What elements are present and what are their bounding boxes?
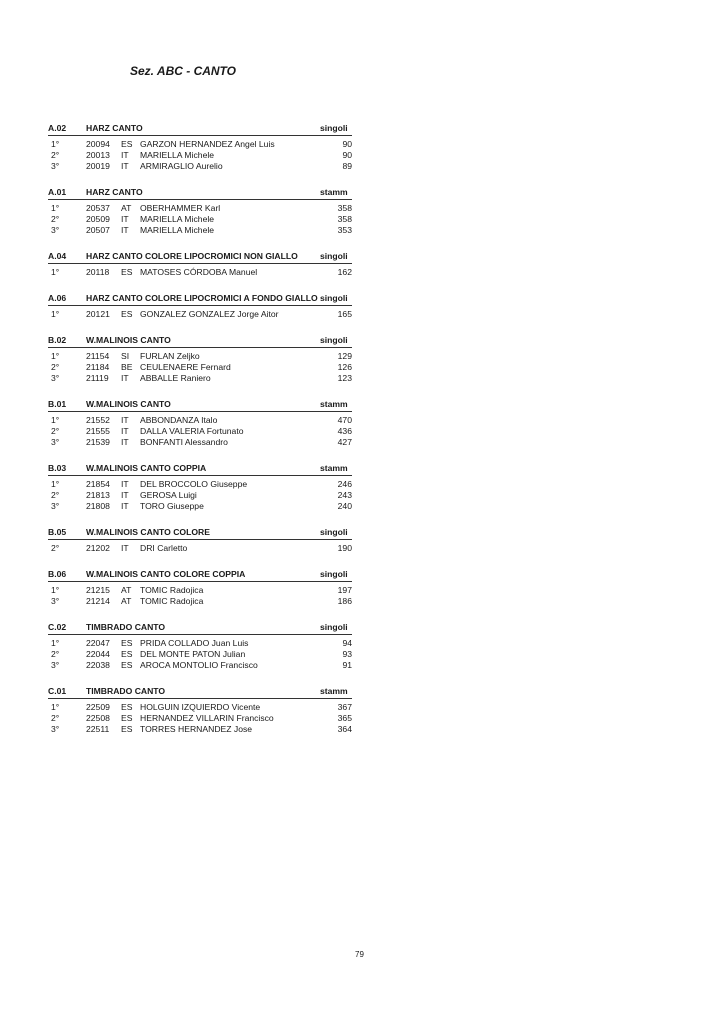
section-code: A.01 xyxy=(48,187,67,197)
entry-number: 20118 xyxy=(86,267,110,277)
section-header xyxy=(48,292,352,306)
exhibitor-name: MATOSES CÓRDOBA Manuel xyxy=(140,267,258,277)
section-category: singoli xyxy=(320,569,348,579)
rank: 1° xyxy=(51,203,60,213)
rank: 1° xyxy=(51,309,60,319)
result-row xyxy=(48,203,352,214)
country-code: AT xyxy=(121,596,132,606)
exhibitor-name: GEROSA Luigi xyxy=(140,490,197,500)
page-number: 79 xyxy=(355,950,364,959)
score: 89 xyxy=(342,161,352,171)
exhibitor-name: PRIDA COLLADO Juan Luis xyxy=(140,638,249,648)
section-category: stamm xyxy=(320,686,348,696)
section-category: singoli xyxy=(320,251,348,261)
score: 123 xyxy=(337,373,352,383)
result-section xyxy=(48,122,352,172)
section-code: C.01 xyxy=(48,686,67,696)
entry-number: 22047 xyxy=(86,638,110,648)
country-code: IT xyxy=(121,437,129,447)
score: 358 xyxy=(337,203,352,213)
result-row xyxy=(48,150,352,161)
country-code: BE xyxy=(121,362,133,372)
section-name: TIMBRADO CANTO xyxy=(86,622,166,632)
country-code: IT xyxy=(121,161,129,171)
section-code: A.06 xyxy=(48,293,67,303)
rank: 1° xyxy=(51,351,60,361)
rank: 3° xyxy=(51,660,60,670)
score: 246 xyxy=(337,479,352,489)
page-title: Sez. ABC - CANTO xyxy=(130,64,237,78)
rank: 1° xyxy=(51,702,60,712)
entry-number: 22038 xyxy=(86,660,110,670)
score: 91 xyxy=(342,660,352,670)
result-row xyxy=(48,490,352,501)
section-header xyxy=(48,186,352,200)
country-code: ES xyxy=(121,660,133,670)
score: 94 xyxy=(342,638,352,648)
entry-number: 21539 xyxy=(86,437,110,447)
country-code: IT xyxy=(121,373,129,383)
result-row xyxy=(48,351,352,362)
section-name: TIMBRADO CANTO xyxy=(86,686,166,696)
result-section xyxy=(48,685,352,735)
exhibitor-name: ABBALLE Raniero xyxy=(140,373,211,383)
section-header xyxy=(48,462,352,476)
exhibitor-name: HERNANDEZ VILLARIN Francisco xyxy=(140,713,274,723)
rank: 2° xyxy=(51,713,60,723)
country-code: ES xyxy=(121,638,133,648)
rank: 1° xyxy=(51,479,60,489)
section-category: stamm xyxy=(320,187,348,197)
rank: 1° xyxy=(51,139,60,149)
rank: 3° xyxy=(51,225,60,235)
score: 358 xyxy=(337,214,352,224)
exhibitor-name: TORO Giuseppe xyxy=(140,501,204,511)
result-row xyxy=(48,267,352,278)
entry-number: 22509 xyxy=(86,702,110,712)
section-header xyxy=(48,621,352,635)
entry-number: 20121 xyxy=(86,309,110,319)
result-row xyxy=(48,660,352,671)
entry-number: 21119 xyxy=(86,373,109,383)
score: 427 xyxy=(337,437,352,447)
country-code: IT xyxy=(121,150,129,160)
score: 436 xyxy=(337,426,352,436)
section-header xyxy=(48,250,352,264)
rank: 2° xyxy=(51,214,60,224)
entry-number: 20013 xyxy=(86,150,110,160)
rank: 3° xyxy=(51,501,60,511)
result-row xyxy=(48,362,352,373)
score: 365 xyxy=(337,713,352,723)
country-code: ES xyxy=(121,267,133,277)
country-code: IT xyxy=(121,426,129,436)
entry-number: 21813 xyxy=(86,490,110,500)
country-code: AT xyxy=(121,203,132,213)
section-name: HARZ CANTO xyxy=(86,123,143,133)
result-row xyxy=(48,426,352,437)
result-row xyxy=(48,479,352,490)
result-row xyxy=(48,373,352,384)
score: 367 xyxy=(337,702,352,712)
exhibitor-name: ABBONDANZA Italo xyxy=(140,415,218,425)
exhibitor-name: HOLGUIN IZQUIERDO Vicente xyxy=(140,702,261,712)
result-row xyxy=(48,139,352,150)
entry-number: 20507 xyxy=(86,225,110,235)
section-name: HARZ CANTO COLORE LIPOCROMICI A FONDO GIALLO xyxy=(86,293,318,303)
exhibitor-name: FURLAN Zeljko xyxy=(140,351,200,361)
section-code: B.05 xyxy=(48,527,67,537)
entry-number: 21214 xyxy=(86,596,110,606)
section-name: W.MALINOIS CANTO COPPIA xyxy=(86,463,207,473)
result-section xyxy=(48,292,352,320)
exhibitor-name: OBERHAMMER Karl xyxy=(140,203,221,213)
section-name: HARZ CANTO COLORE LIPOCROMICI NON GIALLO xyxy=(86,251,298,261)
exhibitor-name: CEULENAERE Fernard xyxy=(140,362,231,372)
rank: 1° xyxy=(51,638,60,648)
result-section xyxy=(48,334,352,384)
entry-number: 21202 xyxy=(86,543,110,553)
entry-number: 21854 xyxy=(86,479,110,489)
rank: 2° xyxy=(51,150,60,160)
result-section xyxy=(48,621,352,671)
section-name: W.MALINOIS CANTO xyxy=(86,399,171,409)
country-code: ES xyxy=(121,649,133,659)
rank: 1° xyxy=(51,585,60,595)
rank: 3° xyxy=(51,437,60,447)
exhibitor-name: DRI Carletto xyxy=(140,543,188,553)
result-section xyxy=(48,568,352,607)
result-row xyxy=(48,225,352,236)
result-section xyxy=(48,186,352,236)
entry-number: 20019 xyxy=(86,161,110,171)
country-code: ES xyxy=(121,713,133,723)
result-row xyxy=(48,501,352,512)
section-code: A.04 xyxy=(48,251,67,261)
score: 243 xyxy=(337,490,352,500)
rank: 2° xyxy=(51,649,60,659)
result-row xyxy=(48,437,352,448)
result-section xyxy=(48,250,352,278)
section-category: singoli xyxy=(320,335,348,345)
entry-number: 20509 xyxy=(86,214,110,224)
section-category: singoli xyxy=(320,527,348,537)
section-header xyxy=(48,122,352,136)
rank: 2° xyxy=(51,426,60,436)
exhibitor-name: AROCA MONTOLIO Francisco xyxy=(140,660,258,670)
entry-number: 22508 xyxy=(86,713,110,723)
exhibitor-name: TORRES HERNANDEZ Jose xyxy=(140,724,253,734)
results-list xyxy=(48,122,352,749)
entry-number: 21215 xyxy=(86,585,110,595)
entry-number: 22511 xyxy=(86,724,110,734)
score: 470 xyxy=(337,415,352,425)
section-name: W.MALINOIS CANTO xyxy=(86,335,171,345)
exhibitor-name: DALLA VALERIA Fortunato xyxy=(140,426,244,436)
section-header xyxy=(48,526,352,540)
rank: 3° xyxy=(51,161,60,171)
result-row xyxy=(48,415,352,426)
country-code: IT xyxy=(121,415,129,425)
result-section xyxy=(48,462,352,512)
exhibitor-name: GARZON HERNANDEZ Angel Luis xyxy=(140,139,275,149)
result-row xyxy=(48,161,352,172)
country-code: IT xyxy=(121,490,129,500)
rank: 3° xyxy=(51,373,60,383)
entry-number: 21552 xyxy=(86,415,110,425)
score: 197 xyxy=(337,585,352,595)
rank: 1° xyxy=(51,267,60,277)
section-header xyxy=(48,685,352,699)
section-category: singoli xyxy=(320,622,348,632)
country-code: SI xyxy=(121,351,130,361)
section-code: C.02 xyxy=(48,622,67,632)
score: 364 xyxy=(337,724,352,734)
rank: 2° xyxy=(51,362,60,372)
country-code: AT xyxy=(121,585,132,595)
exhibitor-name: DEL MONTE PATON Julian xyxy=(140,649,246,659)
exhibitor-name: BONFANTI Alessandro xyxy=(140,437,228,447)
section-name: W.MALINOIS CANTO COLORE COPPIA xyxy=(86,569,246,579)
section-category: stamm xyxy=(320,399,348,409)
section-category: singoli xyxy=(320,293,348,303)
section-header xyxy=(48,334,352,348)
section-code: A.02 xyxy=(48,123,67,133)
result-section xyxy=(48,526,352,554)
result-row xyxy=(48,638,352,649)
country-code: IT xyxy=(121,501,129,511)
score: 90 xyxy=(342,139,352,149)
country-code: IT xyxy=(121,225,129,235)
result-row xyxy=(48,596,352,607)
score: 126 xyxy=(337,362,352,372)
entry-number: 21555 xyxy=(86,426,110,436)
entry-number: 22044 xyxy=(86,649,110,659)
exhibitor-name: GONZALEZ GONZALEZ Jorge Aitor xyxy=(140,309,279,319)
exhibitor-name: ARMIRAGLIO Aurelio xyxy=(140,161,223,171)
country-code: ES xyxy=(121,702,133,712)
result-row xyxy=(48,724,352,735)
score: 186 xyxy=(337,596,352,606)
exhibitor-name: TOMIC Radojica xyxy=(140,585,204,595)
rank: 3° xyxy=(51,596,60,606)
result-row xyxy=(48,649,352,660)
result-row xyxy=(48,214,352,225)
entry-number: 21808 xyxy=(86,501,110,511)
section-code: B.03 xyxy=(48,463,67,473)
country-code: IT xyxy=(121,543,129,553)
result-row xyxy=(48,585,352,596)
result-row xyxy=(48,702,352,713)
country-code: ES xyxy=(121,724,133,734)
score: 129 xyxy=(337,351,352,361)
result-row xyxy=(48,543,352,554)
country-code: ES xyxy=(121,139,133,149)
exhibitor-name: MARIELLA Michele xyxy=(140,225,215,235)
section-category: stamm xyxy=(320,463,348,473)
section-header xyxy=(48,398,352,412)
result-row xyxy=(48,713,352,724)
section-code: B.02 xyxy=(48,335,67,345)
score: 240 xyxy=(337,501,352,511)
section-code: B.06 xyxy=(48,569,67,579)
entry-number: 21154 xyxy=(86,351,110,361)
section-code: B.01 xyxy=(48,399,67,409)
country-code: IT xyxy=(121,479,129,489)
rank: 2° xyxy=(51,490,60,500)
entry-number: 20537 xyxy=(86,203,110,213)
exhibitor-name: MARIELLA Michele xyxy=(140,214,215,224)
rank: 2° xyxy=(51,543,60,553)
exhibitor-name: TOMIC Radojica xyxy=(140,596,204,606)
exhibitor-name: DEL BROCCOLO Giuseppe xyxy=(140,479,248,489)
country-code: ES xyxy=(121,309,133,319)
score: 190 xyxy=(337,543,352,553)
score: 90 xyxy=(342,150,352,160)
score: 93 xyxy=(342,649,352,659)
entry-number: 20094 xyxy=(86,139,110,149)
rank: 3° xyxy=(51,724,60,734)
section-name: W.MALINOIS CANTO COLORE xyxy=(86,527,210,537)
rank: 1° xyxy=(51,415,60,425)
result-section xyxy=(48,398,352,448)
score: 162 xyxy=(337,267,352,277)
score: 165 xyxy=(337,309,352,319)
exhibitor-name: MARIELLA Michele xyxy=(140,150,215,160)
entry-number: 21184 xyxy=(86,362,110,372)
section-name: HARZ CANTO xyxy=(86,187,143,197)
section-category: singoli xyxy=(320,123,348,133)
country-code: IT xyxy=(121,214,129,224)
section-header xyxy=(48,568,352,582)
score: 353 xyxy=(337,225,352,235)
result-row xyxy=(48,309,352,320)
